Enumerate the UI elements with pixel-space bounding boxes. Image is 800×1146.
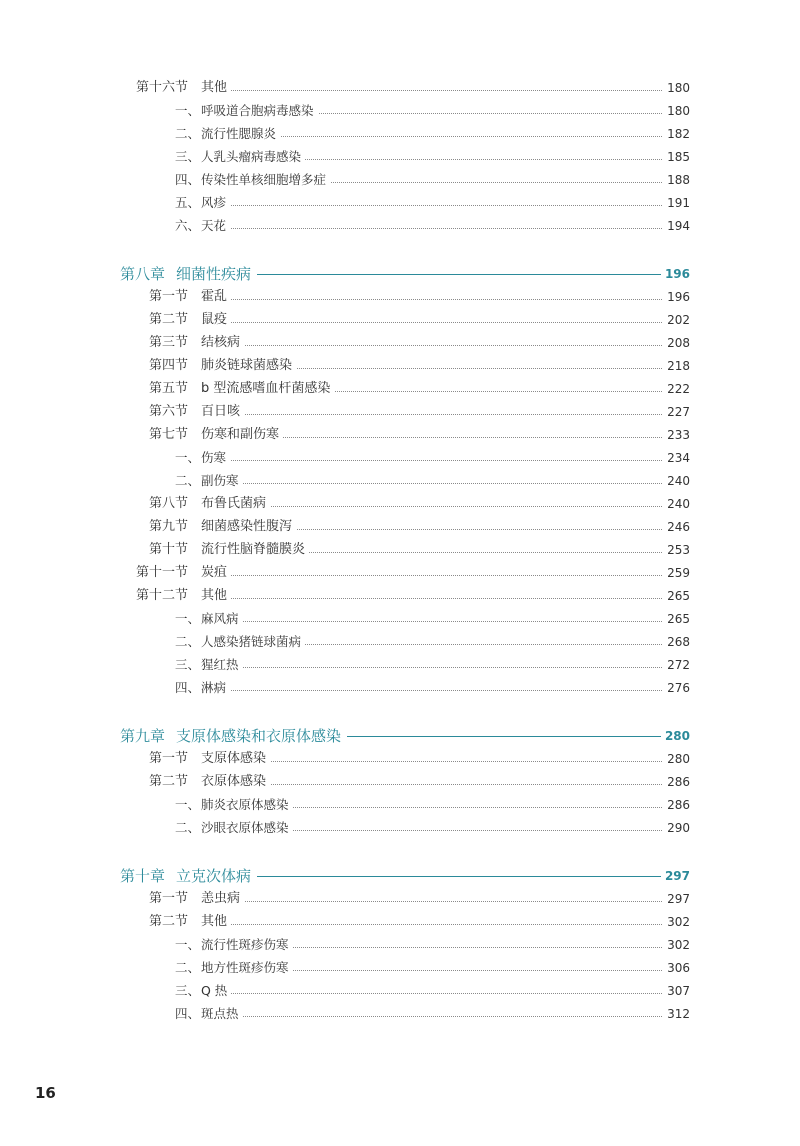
toc-entry-section[interactable] bbox=[0, 771, 800, 793]
toc-entry-title: 衣原体感染 bbox=[201, 771, 270, 793]
dot-leader bbox=[205, 228, 670, 229]
toc-entry-page: 246 bbox=[663, 516, 690, 538]
toc-entry-title: 麻风病 bbox=[201, 608, 243, 630]
toc-entry-title: 呼吸道合胞病毒感染 bbox=[201, 100, 318, 122]
toc-entry-section[interactable] bbox=[0, 378, 800, 400]
toc-entry-page: 196 bbox=[663, 286, 690, 308]
dot-leader bbox=[205, 784, 670, 785]
dot-leader bbox=[205, 761, 670, 762]
toc-entry-label: 第二节 bbox=[148, 312, 188, 327]
toc-entry-label: 一、 bbox=[174, 797, 200, 812]
toc-entry-sub[interactable] bbox=[0, 1003, 800, 1025]
toc-entry-page: 180 bbox=[663, 77, 690, 99]
toc-entry-page: 227 bbox=[663, 401, 690, 423]
toc-entry-title: 其他 bbox=[201, 911, 231, 933]
toc-entry-label: 第四节 bbox=[148, 358, 188, 373]
toc-entry-page: 191 bbox=[663, 192, 690, 214]
toc-entry-page: 276 bbox=[663, 677, 690, 699]
toc-entry-sub[interactable] bbox=[0, 447, 800, 469]
toc-entry-label: 第一节 bbox=[148, 891, 188, 906]
toc-entry-title: 细菌感染性腹泻 bbox=[201, 516, 296, 538]
toc-entry-sub[interactable] bbox=[0, 169, 800, 191]
toc-entry-title: 斑点热 bbox=[201, 1003, 243, 1025]
toc-entry-title: 恙虫病 bbox=[201, 888, 244, 910]
toc-entry-label: 一、 bbox=[174, 937, 200, 952]
toc-entry-page: 202 bbox=[663, 309, 690, 331]
toc-entry-title: 风疹 bbox=[201, 192, 230, 214]
toc-entry-page: 265 bbox=[663, 608, 690, 630]
dot-leader bbox=[205, 621, 670, 622]
toc-entry-title: 地方性斑疹伤寒 bbox=[201, 957, 293, 979]
toc-entry-label: 一、 bbox=[174, 450, 200, 465]
dot-leader bbox=[205, 90, 670, 91]
toc-entry-title: 传染性单核细胞增多症 bbox=[201, 169, 330, 191]
toc-entry-section[interactable] bbox=[0, 585, 800, 607]
toc-entry-page: 185 bbox=[663, 146, 690, 168]
toc-entry-title: 炭疽 bbox=[201, 562, 231, 584]
toc-entry-page: 196 bbox=[661, 263, 690, 285]
toc-entry-label: 五、 bbox=[174, 195, 200, 210]
toc-entry-label: 第十六节 bbox=[135, 80, 188, 95]
toc-entry-page: 268 bbox=[663, 631, 690, 653]
toc-entry-label: 二、 bbox=[174, 126, 200, 141]
toc-entry-section[interactable] bbox=[0, 309, 800, 331]
toc-entry-section[interactable] bbox=[0, 562, 800, 584]
toc-entry-label: 第二节 bbox=[148, 774, 188, 789]
toc-entry-title: Q 热 bbox=[201, 980, 231, 1002]
toc-entry-sub[interactable] bbox=[0, 654, 800, 676]
toc-entry-title: 淋病 bbox=[201, 677, 230, 699]
toc-entry-page: 286 bbox=[663, 771, 690, 793]
toc-entry-page: 182 bbox=[663, 123, 690, 145]
toc-entry-title: 其他 bbox=[201, 77, 231, 99]
toc-entry-page: 280 bbox=[663, 748, 690, 770]
dot-leader bbox=[205, 667, 670, 668]
toc-entry-page: 240 bbox=[663, 493, 690, 515]
toc-entry-section[interactable] bbox=[0, 539, 800, 561]
toc-entry-page: 180 bbox=[663, 100, 690, 122]
toc-entry-page: 218 bbox=[663, 355, 690, 377]
dot-leader bbox=[205, 575, 670, 576]
dot-leader bbox=[205, 205, 670, 206]
toc-entry-sub[interactable] bbox=[0, 100, 800, 122]
toc-entry-page: 234 bbox=[663, 447, 690, 469]
toc-entry-section[interactable] bbox=[0, 401, 800, 423]
toc-entry-title: 肺炎链球菌感染 bbox=[201, 355, 296, 377]
toc-entry-page: 259 bbox=[663, 562, 690, 584]
toc-entry-page: 240 bbox=[663, 470, 690, 492]
toc-entry-label: 第九节 bbox=[148, 519, 188, 534]
toc-entry-title: 立克次体病 bbox=[176, 865, 257, 887]
toc-entry-label: 第六节 bbox=[148, 404, 188, 419]
toc-entry-title: 布鲁氏菌病 bbox=[201, 493, 270, 515]
toc-entry-sub[interactable] bbox=[0, 470, 800, 492]
toc-entry-sub[interactable] bbox=[0, 631, 800, 653]
toc-entry-page: 297 bbox=[663, 888, 690, 910]
toc-entry-sub[interactable] bbox=[0, 192, 800, 214]
toc-entry-section[interactable] bbox=[0, 888, 800, 910]
toc-entry-label: 三、 bbox=[174, 657, 200, 672]
dot-leader bbox=[205, 460, 670, 461]
toc-entry-title: 肺炎衣原体感染 bbox=[201, 794, 293, 816]
dot-leader bbox=[205, 345, 670, 346]
toc-entry-label: 二、 bbox=[174, 473, 200, 488]
toc-entry-section[interactable] bbox=[0, 516, 800, 538]
toc-entry-section[interactable] bbox=[0, 748, 800, 770]
toc-entry-label: 第七节 bbox=[148, 427, 188, 442]
toc-entry-label: 一、 bbox=[174, 611, 200, 626]
dot-leader bbox=[205, 690, 670, 691]
toc-entry-label: 六、 bbox=[174, 218, 200, 233]
toc-entry-title: 细菌性疾病 bbox=[176, 263, 257, 285]
toc-entry-title: 百日咳 bbox=[201, 401, 244, 423]
toc-entry-title: 猩红热 bbox=[201, 654, 243, 676]
toc-entry-page: 222 bbox=[663, 378, 690, 400]
toc-entry-title: b 型流感嗜血杆菌感染 bbox=[201, 378, 334, 400]
toc-entry-sub[interactable] bbox=[0, 123, 800, 145]
toc-entry-label: 第五节 bbox=[148, 381, 188, 396]
toc-entry-section[interactable] bbox=[0, 286, 800, 308]
dot-leader bbox=[205, 299, 670, 300]
toc-entry-title: 支原体感染和衣原体感染 bbox=[176, 725, 347, 747]
toc-entry-sub[interactable] bbox=[0, 215, 800, 237]
page-number: 16 bbox=[35, 1084, 56, 1102]
toc-entry-title: 鼠疫 bbox=[201, 309, 231, 331]
dot-leader bbox=[205, 993, 670, 994]
toc-entry-title: 人感染猪链球菌病 bbox=[201, 631, 305, 653]
toc-entry-page: 272 bbox=[663, 654, 690, 676]
toc-entry-page: 280 bbox=[661, 725, 690, 747]
toc-entry-page: 302 bbox=[663, 911, 690, 933]
toc-entry-sub[interactable] bbox=[0, 794, 800, 816]
toc-entry-page: 297 bbox=[661, 865, 690, 887]
toc-entry-page: 208 bbox=[663, 332, 690, 354]
toc-entry-sub[interactable] bbox=[0, 957, 800, 979]
toc-entry-label: 三、 bbox=[174, 149, 200, 164]
toc-entry-label: 四、 bbox=[174, 1006, 200, 1021]
toc-entry-title: 流行性脑脊髓膜炎 bbox=[201, 539, 309, 561]
toc-entry-page: 194 bbox=[663, 215, 690, 237]
toc-entry-label: 第十二节 bbox=[135, 588, 188, 603]
toc-entry-section[interactable] bbox=[0, 355, 800, 377]
toc-entry-label: 第一节 bbox=[148, 289, 188, 304]
toc-entry-section[interactable] bbox=[0, 424, 800, 446]
toc-entry-title: 其他 bbox=[201, 585, 231, 607]
toc-entry-label: 二、 bbox=[174, 960, 200, 975]
toc-entry-page: 253 bbox=[663, 539, 690, 561]
toc-entry-section[interactable] bbox=[0, 77, 800, 99]
toc-entry-label: 第十一节 bbox=[135, 565, 188, 580]
toc-entry-title: 人乳头瘤病毒感染 bbox=[201, 146, 305, 168]
dot-leader bbox=[205, 506, 670, 507]
dot-leader bbox=[205, 322, 670, 323]
toc-entry-label: 第二节 bbox=[148, 914, 188, 929]
toc-entry-sub[interactable] bbox=[0, 980, 800, 1002]
toc-entry-page: 312 bbox=[663, 1003, 690, 1025]
toc-entry-sub[interactable] bbox=[0, 934, 800, 956]
toc-entry-page: 265 bbox=[663, 585, 690, 607]
toc-entry-sub[interactable] bbox=[0, 677, 800, 699]
toc-entry-page: 290 bbox=[663, 817, 690, 839]
toc-entry-label: 第三节 bbox=[148, 335, 188, 350]
toc-entry-section[interactable] bbox=[0, 493, 800, 515]
toc-entry-sub[interactable] bbox=[0, 608, 800, 630]
toc-entry-label: 四、 bbox=[174, 172, 200, 187]
toc-entry-label: 四、 bbox=[174, 680, 200, 695]
toc-entry-title: 流行性腮腺炎 bbox=[201, 123, 280, 145]
toc-entry-label: 第一节 bbox=[148, 751, 188, 766]
toc-entry-page: 286 bbox=[663, 794, 690, 816]
dot-leader bbox=[205, 1016, 670, 1017]
toc-entry-chapter[interactable] bbox=[0, 865, 800, 887]
toc-entry-label: 第十章 bbox=[119, 867, 165, 885]
toc-entry-label: 二、 bbox=[174, 820, 200, 835]
toc-entry-page: 233 bbox=[663, 424, 690, 446]
toc-entry-title: 结核病 bbox=[201, 332, 244, 354]
toc-entry-title: 沙眼衣原体感染 bbox=[201, 817, 293, 839]
toc-entry-page: 188 bbox=[663, 169, 690, 191]
toc-entry-label: 第九章 bbox=[119, 727, 165, 745]
toc-entry-page: 302 bbox=[663, 934, 690, 956]
toc-entry-sub[interactable] bbox=[0, 146, 800, 168]
toc-entry-label: 一、 bbox=[174, 103, 200, 118]
toc-entry-section[interactable] bbox=[0, 332, 800, 354]
dot-leader bbox=[205, 414, 670, 415]
toc-entry-chapter[interactable] bbox=[0, 263, 800, 285]
toc-entry-title: 伤寒和副伤寒 bbox=[201, 424, 283, 446]
toc-entry-page: 306 bbox=[663, 957, 690, 979]
toc-entry-label: 二、 bbox=[174, 634, 200, 649]
toc-entry-title: 副伤寒 bbox=[201, 470, 243, 492]
toc-entry-label: 第八章 bbox=[119, 265, 165, 283]
dot-leader bbox=[205, 901, 670, 902]
dot-leader bbox=[205, 483, 670, 484]
dot-leader bbox=[205, 924, 670, 925]
toc-entry-label: 第十节 bbox=[148, 542, 188, 557]
toc-entry-chapter[interactable] bbox=[0, 725, 800, 747]
toc-entry-label: 第八节 bbox=[148, 496, 188, 511]
toc-entry-title: 伤寒 bbox=[201, 447, 230, 469]
toc-entry-label: 三、 bbox=[174, 983, 200, 998]
toc-entry-title: 天花 bbox=[201, 215, 230, 237]
dot-leader bbox=[205, 598, 670, 599]
toc-entry-title: 霍乱 bbox=[201, 286, 231, 308]
toc-entry-section[interactable] bbox=[0, 911, 800, 933]
toc-entry-page: 307 bbox=[663, 980, 690, 1002]
toc-entry-title: 支原体感染 bbox=[201, 748, 270, 770]
toc-entry-title: 流行性斑疹伤寒 bbox=[201, 934, 293, 956]
toc-entry-sub[interactable] bbox=[0, 817, 800, 839]
